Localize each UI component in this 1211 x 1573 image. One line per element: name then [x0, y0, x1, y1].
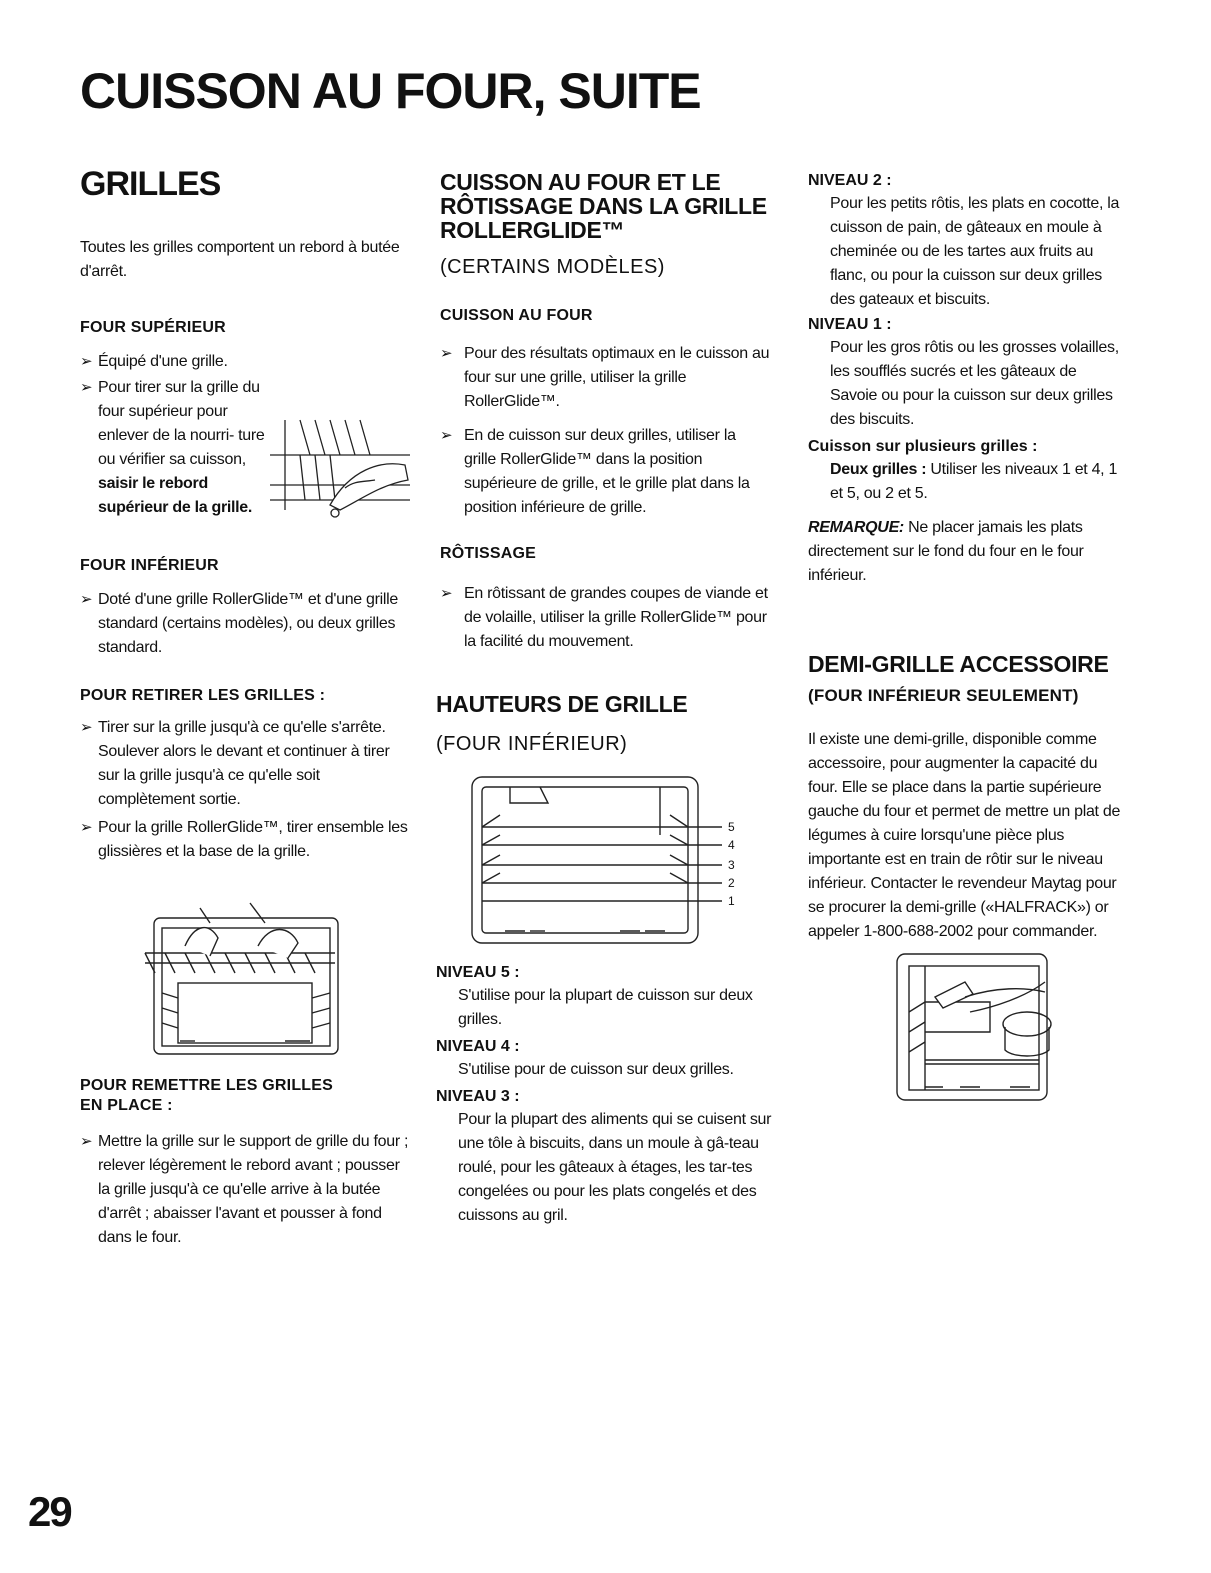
rack-position-label: 3	[728, 858, 735, 872]
roasting-heading: RÔTISSAGE	[440, 545, 537, 562]
roasting-text	[440, 582, 770, 654]
bullet-item: ➢ Tirer sur la grille jusqu'à ce qu'elle s'arrête. Soulever alors le devant et continuer à tirer sur la grille jusqu'à ce qu'elle soit complètement sortie.	[80, 719, 390, 808]
baking-heading: CUISSON AU FOUR	[440, 307, 593, 324]
level-item: NIVEAU 3 : Pour la plupart des aliments qui se cuisent sur une tôle à biscuits, dans un moule à gâ-teau roulé, pour les gâteaux à étages, les tar-tes congelées ou pour les plats congelés et des cuissons au gril.	[436, 1088, 772, 1224]
rack-position-label: 5	[728, 820, 735, 834]
level-item: NIVEAU 1 : Pour les gros rôtis ou les grosses volailles, les soufflés sucrés et les gâteaux de Savoie ou pour la cuisson sur deux grilles des biscuits.	[808, 316, 1119, 428]
lower-oven-text	[80, 588, 410, 660]
remove-racks-heading: POUR RETIRER LES GRILLES :	[80, 687, 326, 704]
multi-rack-block: Cuisson sur plusieurs grilles : Deux grilles : Utiliser les niveaux 1 et 4, 1 et 5, ou 2 et 5.	[808, 438, 1118, 502]
grilles-intro: Toutes les grilles comportent un rebord à butée d'arrêt.	[80, 239, 400, 280]
level-item: NIVEAU 4 : S'utilise pour de cuisson sur deux grilles.	[436, 1038, 734, 1078]
rollerglide-subtitle: (CERTAINS MODÈLES)	[440, 256, 665, 278]
bullet-item: ➢ Pour la grille RollerGlide™, tirer ensemble les glissières et la base de la grille.	[80, 819, 408, 860]
rack-heights-title: HAUTEURS DE GRILLE	[436, 691, 688, 717]
rack-position-label: 1	[728, 894, 735, 908]
rack-position-label: 4	[728, 838, 735, 852]
bullet-item: ➢ Équipé d'une grille.	[80, 353, 228, 370]
replace-racks-text	[80, 1130, 410, 1250]
page-title: CUISSON AU FOUR, SUITE	[80, 63, 701, 119]
half-rack-illustration	[895, 952, 1055, 1104]
rollerglide-title: CUISSON AU FOUR ET LE RÔTISSAGE DANS LA GRILLE ROLLERGLIDE™	[440, 169, 767, 243]
lower-oven-heading: FOUR INFÉRIEUR	[80, 557, 219, 574]
bullet-item: ➢ Doté d'une grille RollerGlide™ et d'une grille standard (certains modèles), ou deux grilles standard.	[80, 591, 399, 656]
oven-rack-removal-illustration	[140, 898, 340, 1058]
bullet-item: ➢ Pour tirer sur la grille du four supérieur pour enlever de la nourri- ture ou vérifier sa cuisson, saisir le rebord supérieur de la grille.	[80, 379, 265, 516]
half-rack-text: Il existe une demi-grille, disponible comme accessoire, pour augmenter la capacité du four. Elle se place dans la partie supérieure gauche du four et permet de mettre un plat de légumes à cuire lorsqu'une pièce plus importante est en train de rôtir sur le niveau inférieur. Contacter le revendeur Maytag pour se procurer la demi-grille («HALFRACK») or appeler 1-800-688-2002 pour commander.	[808, 731, 1121, 940]
page-number: 29	[28, 1488, 71, 1535]
level-item: NIVEAU 5 : S'utilise pour la plupart de cuisson sur deux grilles.	[436, 964, 753, 1028]
rack-positions-diagram	[470, 775, 750, 947]
rack-position-label: 2	[728, 876, 735, 890]
section-title-grilles: GRILLES	[80, 165, 221, 203]
half-rack-subtitle: (FOUR INFÉRIEUR SEULEMENT)	[808, 686, 1079, 705]
rack-heights-subtitle: (FOUR INFÉRIEUR)	[436, 733, 628, 755]
bullet-item: ➢ Mettre la grille sur le support de grille du four ; relever légèrement le rebord avant ; pousser la grille jusqu'à ce qu'elle arrive à la butée d'arrêt ; abaisser l'avant et pousser à fond dans le four.	[80, 1133, 409, 1246]
upper-oven-heading: FOUR SUPÉRIEUR	[80, 319, 226, 336]
baking-text	[440, 342, 770, 520]
bullet-item: ➢ En de cuisson sur deux grilles, utiliser la grille RollerGlide™ dans la position supérieure de grille, et le grille plat dans la position inférieure de grille.	[440, 427, 750, 516]
levels-list-col2	[436, 962, 776, 1228]
levels-list-col3	[808, 170, 1126, 588]
bullet-item: ➢ Pour des résultats optimaux en le cuisson au four sur une grille, utiliser la grille RollerGlide™.	[440, 345, 770, 410]
upper-rack-illustration	[270, 410, 410, 520]
remove-racks-text	[80, 716, 410, 864]
half-rack-title: DEMI-GRILLE ACCESSOIRE	[808, 651, 1109, 677]
level-item: NIVEAU 2 : Pour les petits rôtis, les plats en cocotte, la cuisson de pain, de gâteaux en moule à cheminée ou de les tartes aux fruits au flanc, ou pour la cuisson sur deux grilles des gateaux et biscuits.	[808, 172, 1120, 308]
replace-racks-heading: POUR REMETTRE LES GRILLES EN PLACE :	[80, 1077, 334, 1114]
note-paragraph: REMARQUE: Ne placer jamais les plats directement sur le fond du four en le four inférieur.	[808, 519, 1084, 584]
bullet-item: ➢ En rôtissant de grandes coupes de viande et de volaille, utiliser la grille RollerGlide™ pour la facilité du mouvement.	[440, 585, 768, 650]
